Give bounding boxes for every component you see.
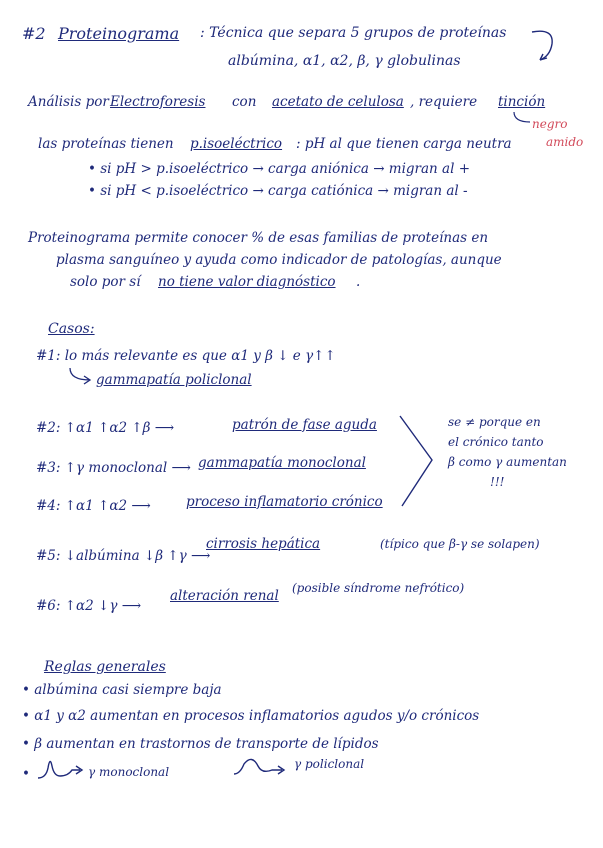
stain-arrow-icon [510, 110, 534, 128]
case-6-note: (posible síndrome nefrótico) [292, 581, 465, 595]
analysis-text2: con [232, 94, 257, 110]
rules-heading: Reglas generales [44, 659, 166, 675]
analysis-stain: tinción [498, 94, 546, 110]
header-line1: : Técnica que separa 5 grupos de proteínas [200, 25, 507, 41]
summary-line3b: no tiene valor diagnóstico [158, 274, 336, 290]
continuation-arrow-icon [530, 26, 560, 66]
iso-term: p.isoeléctrico [190, 136, 283, 152]
analysis-method: Electroforesis [110, 94, 206, 110]
case-5-result: cirrosis hepática [206, 536, 321, 552]
summary-line3c: . [356, 274, 361, 290]
iso-bullet-1: • si pH > p.isoeléctrico → carga aniónica → migran al + [88, 161, 471, 177]
rule-3: • β aumentan en trastornos de transporte de lípidos [22, 736, 379, 752]
cases-brace-icon [398, 412, 438, 512]
case-3-result: gammapatía monoclonal [198, 455, 366, 471]
case-5-note: (típico que β-γ se solapen) [380, 537, 540, 551]
header-title: Proteinograma [58, 24, 180, 43]
case-4-label: #4: ↑α1 ↑α2 ⟶ [36, 498, 151, 514]
iso-text1: las proteínas tienen [38, 136, 174, 152]
summary-line2: plasma sanguíneo y ayuda como indicador de patologías, aunque [56, 252, 502, 268]
brace-note-4: !!! [490, 475, 505, 489]
brace-note-1: se ≠ porque en [448, 415, 541, 429]
analysis-text3: , requiere [410, 94, 478, 110]
polyclonal-peak-icon [232, 754, 296, 780]
brace-note-2: el crónico tanto [448, 435, 544, 449]
case-3-label: #3: ↑γ monoclonal ⟶ [36, 460, 191, 476]
case-2-label: #2: ↑α1 ↑α2 ↑β ⟶ [36, 420, 175, 436]
case-1: #1: lo más relevante es que α1 y β ↓ e γ↑↑ [36, 348, 336, 364]
summary-line1: Proteinograma permite conocer % de esas familias de proteínas en [28, 230, 489, 246]
rule-4-polyclonal: γ policlonal [294, 757, 365, 771]
header-number: #2 [22, 24, 46, 43]
case-6-label: #6: ↑α2 ↓γ ⟶ [36, 598, 142, 614]
rule-1: • albúmina casi siempre baja [22, 682, 222, 698]
case-1-arrow-icon [66, 366, 96, 386]
rule-2: • α1 y α2 aumentan en procesos inflamatorios agudos y/o crónicos [22, 708, 480, 724]
monoclonal-peak-icon [36, 756, 88, 782]
summary-line3a: solo por sí [70, 274, 141, 290]
cases-heading: Casos: [48, 321, 95, 337]
analysis-text1: Análisis por [28, 94, 109, 110]
stain-note-negro: negro [532, 117, 568, 131]
brace-note-3: β como γ aumentan [448, 455, 567, 469]
case-5-label: #5: ↓albúmina ↓β ↑γ ⟶ [36, 548, 211, 564]
rule-4-bullet: • [22, 766, 30, 782]
case-1-result: gammapatía policlonal [96, 372, 252, 388]
stain-note-amido: amido [546, 135, 584, 149]
case-6-result: alteración renal [170, 588, 279, 604]
iso-text2: : pH al que tienen carga neutra [296, 136, 512, 152]
iso-bullet-2: • si pH < p.isoeléctrico → carga catiónica → migran al - [88, 183, 468, 199]
rule-4-monoclonal: γ monoclonal [88, 765, 170, 779]
case-4-result: proceso inflamatorio crónico [186, 494, 383, 510]
analysis-acetate: acetato de celulosa [272, 94, 404, 110]
header-line2: albúmina, α1, α2, β, γ globulinas [228, 53, 461, 69]
case-2-result: patrón de fase aguda [232, 417, 377, 433]
